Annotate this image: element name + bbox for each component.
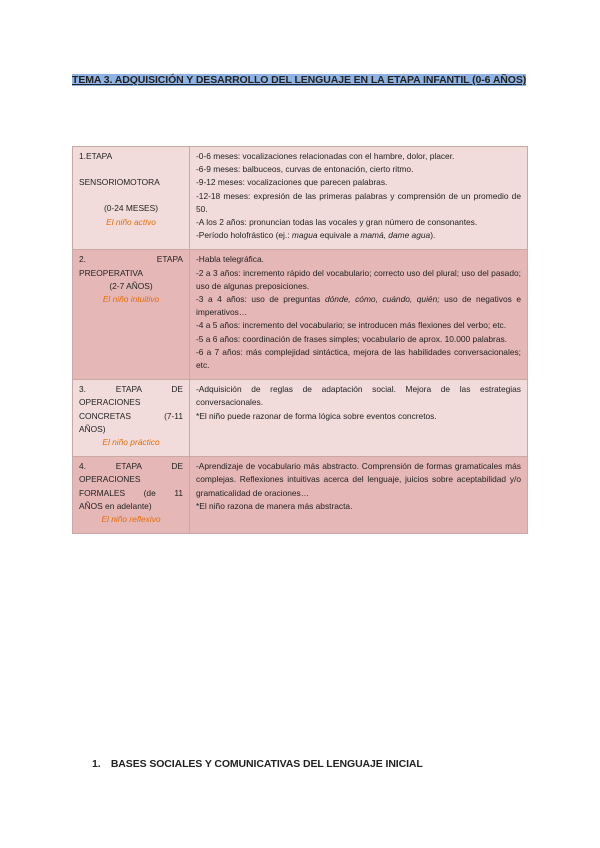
stage-subtitle: El niño activo: [106, 216, 156, 227]
list-item: -0-6 meses: vocalizaciones relacionadas con el hambre, dolor, placer.: [196, 151, 455, 161]
text-segment: 2.: [79, 254, 86, 265]
stage-age: AÑOS): [79, 423, 106, 434]
list-item: -12-18 meses: expresión de las primeras palabras y comprensión de un promedio de 50.: [196, 190, 521, 214]
stage-number: 1.ETAPA: [79, 151, 113, 161]
text-segment: (7-11: [164, 410, 183, 421]
text-segment: ETAPA: [115, 384, 142, 395]
text-segment: uso de negativos e imperativos…: [196, 294, 521, 318]
text-segment: 4.: [79, 461, 86, 472]
list-item: -A los 2 años: pronuncian todas las vocales y gran número de consonantes.: [196, 217, 478, 228]
list-item: -Habla telegráfica.: [196, 254, 264, 265]
stage-cell: [73, 457, 190, 534]
list-item-holophrastic: [196, 229, 521, 242]
italic-example: dónde, cómo, cuándo, quién;: [324, 294, 440, 305]
stage-name: SENSORIOMOTORA: [79, 177, 160, 188]
table-row: [73, 457, 528, 534]
stage-number: [79, 383, 183, 396]
list-item: *El niño puede razonar de forma lógica sobre eventos concretos.: [196, 410, 437, 421]
stage-number: [79, 460, 183, 473]
stage-cell: [73, 250, 190, 380]
text-segment: ETAPA: [115, 461, 142, 472]
stage-name: PREOPERATIVA: [79, 267, 143, 278]
list-item: -2 a 3 años: incremento rápido del vocabulario; correcto uso del plural; uso del pasado; uso de algunas preposiciones.: [196, 267, 521, 291]
document-title-text: TEMA 3. ADQUISICIÓN Y DESARROLLO DEL LENGUAJE EN LA ETAPA INFANTIL (0-6 AÑOS): [72, 74, 527, 86]
stage-age: (0-24 MESES): [104, 203, 158, 214]
table-row: [73, 250, 528, 380]
stage-name-cont: [79, 487, 183, 500]
text-segment: -Período holofrástico (ej.:: [196, 230, 292, 241]
text-segment: DE: [171, 384, 183, 395]
text-segment: 3.: [79, 384, 86, 395]
text-segment: -3 a 4 años: uso de preguntas: [196, 294, 325, 305]
description-cell: [190, 250, 528, 380]
stage-cell: [73, 147, 190, 250]
stage-age: (2-7 AÑOS): [109, 280, 153, 291]
table-row: [73, 147, 528, 250]
list-item: -Adquisición de reglas de adaptación social. Mejora de las estrategias conversacionales.: [196, 384, 521, 408]
stage-name-cont: [79, 410, 183, 423]
text-segment: equivale a: [317, 230, 361, 241]
document-title: [72, 74, 528, 87]
text-segment: DE: [171, 461, 183, 472]
section-number: 1.: [92, 758, 101, 770]
stage-subtitle: El niño intuitivo: [102, 294, 160, 305]
list-item: *El niño razona de manera más abstracta.: [196, 500, 353, 511]
stages-table: [72, 146, 528, 534]
text-segment: 11: [174, 487, 184, 498]
description-cell: [190, 380, 528, 457]
list-item: -5 a 6 años: coordinación de frases simples; vocabulario de aprox. 10.000 palabras.: [196, 333, 507, 344]
text-segment: FORMALES: [79, 487, 126, 498]
italic-example: magua: [291, 230, 318, 241]
stage-name: OPERACIONES: [79, 397, 141, 408]
text-segment: ).: [430, 230, 436, 241]
table-row: [73, 380, 528, 457]
section-title: BASES SOCIALES Y COMUNICATIVAS DEL LENGUAJE INICIAL: [110, 758, 423, 770]
stage-number: [79, 253, 183, 266]
stage-subtitle: El niño práctico: [102, 437, 160, 448]
list-item: -9-12 meses: vocalizaciones que parecen palabras.: [196, 177, 388, 188]
stage-age: AÑOS en adelante): [79, 500, 152, 511]
list-item-questions: [196, 293, 521, 319]
text-segment: CONCRETAS: [79, 410, 131, 421]
description-cell: [190, 457, 528, 534]
stage-cell: [73, 380, 190, 457]
list-item: -6 a 7 años: más complejidad sintáctica, mejora de las habilidades conversacionales; etc.: [196, 346, 521, 371]
text-segment: (de: [143, 487, 156, 498]
stage-name: OPERACIONES: [79, 474, 141, 485]
text-segment: ETAPA: [156, 254, 183, 265]
description-cell: [190, 147, 528, 250]
stage-subtitle: El niño reflexivo: [101, 514, 161, 525]
italic-example: mamá, dame agua: [360, 230, 431, 241]
list-item: -Aprendizaje de vocabulario más abstracto. Comprensión de formas gramaticales más complejas. Reflexiones intuitivas acerca del lenguaje, juicios sobre aceptabilidad y/o gramaticalidad de oraciones…: [196, 461, 521, 498]
list-item: -6-9 meses: balbuceos, curvas de entonación, cierto ritmo.: [196, 164, 414, 175]
list-item: -4 a 5 años: incremento del vocabulario; se introducen más flexiones del verbo; etc.: [196, 320, 507, 331]
section-heading: [92, 758, 423, 770]
